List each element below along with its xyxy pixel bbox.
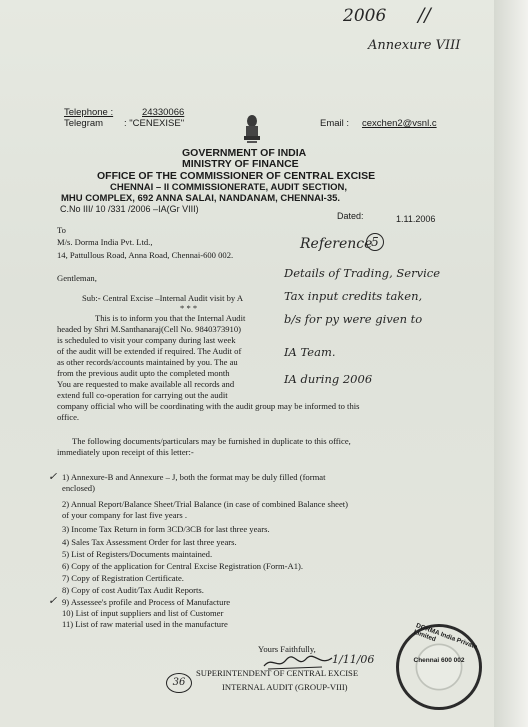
- seal-ring-text: DORMA India Private Limited: [412, 622, 479, 651]
- designation-line-1: SUPERINTENDENT OF CENTRAL EXCISE: [196, 668, 359, 678]
- doc-item-3: 3) Income Tax Return in form 3CD/3CB for last three years.: [62, 524, 270, 534]
- annexure-annotation: Annexure VIII: [368, 38, 461, 53]
- signature-date: 1/11/06: [332, 653, 375, 666]
- doc-item-6: 6) Copy of the application for Central Excise Registration (Form-A1).: [62, 561, 304, 571]
- file-number: C.No III/ 10 /331 /2006 –IA(Gr VIII): [60, 204, 199, 214]
- seal-center-text: Chennai 600 002: [413, 657, 465, 664]
- body-line-1: This is to inform you that the Internal Audit: [95, 313, 246, 323]
- office-heading: OFFICE OF THE COMMISSIONER OF CENTRAL EXCISE: [97, 170, 376, 182]
- reference-number-circle: 5: [366, 233, 384, 251]
- ashoka-emblem-icon: [241, 114, 263, 148]
- docs-intro-1: The following documents/particulars may be furnished in duplicate to this office,: [72, 436, 351, 446]
- body-line-9: company official who will be coordinating with the audit group may be informed to this: [57, 401, 360, 411]
- body-line-7: You are requested to make available all records and: [57, 379, 235, 389]
- doc-item-1-cont: enclosed): [62, 483, 95, 493]
- doc-item-4: 4) Sales Tax Assessment Order for last three years.: [62, 537, 237, 547]
- tick-mark-1-icon: ✓: [48, 470, 58, 483]
- body-line-5: as other records/accounts maintained by you. The au: [57, 357, 238, 367]
- doc-item-7: 7) Copy of Registration Certificate.: [62, 573, 184, 583]
- office-address: MHU COMPLEX, 692 ANNA SALAI, NANDANAM, CHENNAI-35.: [61, 193, 341, 204]
- telephone-value: 24330066: [142, 107, 185, 118]
- email-label: Email :: [320, 118, 350, 129]
- subject-stars: * * *: [180, 303, 198, 313]
- subject-line: Sub:- Central Excise –Internal Audit visit by A: [82, 293, 244, 303]
- page-number-stamp: 36: [166, 673, 192, 693]
- ministry-heading: MINISTRY OF FINANCE: [182, 158, 299, 170]
- docs-intro-2: immediately upon receipt of this letter:-: [57, 447, 194, 457]
- doc-item-2-cont: of your company for last five years .: [62, 510, 188, 520]
- body-line-2: headed by Shri M.Santhanaraj(Cell No. 9840373910): [57, 324, 242, 334]
- margin-note-line-4: IA Team.: [284, 345, 336, 359]
- body-line-3: is scheduled to visit your company during last week: [57, 335, 236, 345]
- doc-item-9: 9) Assessee's profile and Process of Manufacture: [62, 597, 231, 607]
- designation-line-2: INTERNAL AUDIT (GROUP-VIII): [222, 682, 348, 692]
- tick-mark-9-icon: ✓: [48, 594, 58, 607]
- margin-note-line-5: IA during 2006: [284, 372, 373, 386]
- salutation: Gentleman,: [57, 273, 97, 283]
- margin-note-line-2: Tax input credits taken,: [284, 289, 423, 303]
- company-seal: [396, 624, 482, 710]
- to-label: To: [57, 225, 66, 235]
- email-value: cexchen2@vsnl.c: [362, 118, 437, 129]
- recipient-address: 14, Pattullous Road, Anna Road, Chennai-600 002.: [57, 250, 234, 260]
- doc-item-1: 1) Annexure-B and Annexure – J, both the format may be duly filled (format: [62, 472, 326, 482]
- body-line-8: extend full co-operation for carrying out the audit: [57, 390, 228, 400]
- doc-item-8: 8) Copy of cost Audit/Tax Audit Reports.: [62, 585, 204, 595]
- yours-faithfully: Yours Faithfully,: [258, 644, 316, 654]
- body-line-4: of the audit will be extended if required. The Audit of: [57, 346, 242, 356]
- doc-item-5: 5) List of Registers/Documents maintained.: [62, 549, 213, 559]
- reference-annotation: Reference: [300, 236, 373, 252]
- body-line-6: from the previous audit upto the completed month: [57, 368, 230, 378]
- commissionerate-heading: CHENNAI – II COMMISSIONERATE, AUDIT SECTION,: [110, 182, 347, 193]
- year-annotation: 2006: [343, 6, 387, 26]
- margin-note-line-1: Details of Trading, Service: [284, 266, 440, 280]
- margin-note-line-3: b/s for py were given to: [284, 312, 423, 326]
- govt-heading: GOVERNMENT OF INDIA: [182, 147, 307, 159]
- dated-value: 1.11.2006: [396, 214, 436, 224]
- recipient-name: M/s. Dorma India Pvt. Ltd.,: [57, 237, 153, 247]
- doc-item-10: 10) List of input suppliers and list of Customer: [62, 608, 224, 618]
- slash-annotation: //: [418, 4, 431, 26]
- doc-item-2: 2) Annual Report/Balance Sheet/Trial Balance (in case of combined Balance sheet): [62, 499, 349, 509]
- dated-label: Dated:: [337, 211, 364, 221]
- body-line-10: office.: [57, 412, 80, 422]
- telephone-label: Telephone :: [64, 107, 114, 118]
- telegram-value: : "CENEXISE": [124, 118, 185, 129]
- telegram-label: Telegram: [64, 118, 104, 129]
- doc-item-11: 11) List of raw material used in the manufacture: [62, 619, 228, 629]
- page-edge-shadow: [494, 0, 528, 727]
